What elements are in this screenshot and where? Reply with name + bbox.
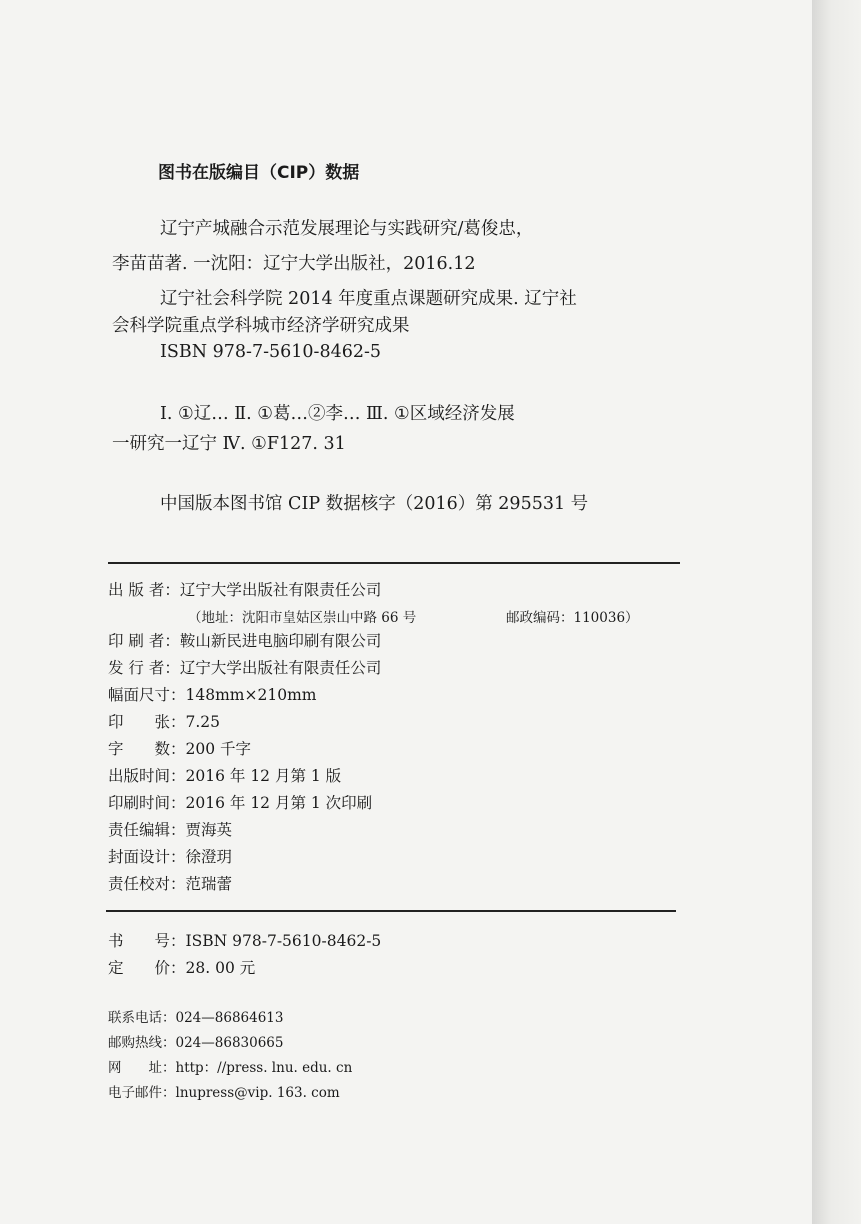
- sheets-value: 7.25: [185, 713, 221, 731]
- print-date-label: 印刷时间：: [108, 794, 186, 812]
- book-number-label: 书 号：: [108, 932, 186, 950]
- print-date-value: 2016 年 12 月第 1 次印刷: [185, 794, 373, 812]
- website-value: http：//press. lnu. edu. cn: [175, 1060, 353, 1076]
- page-edge: [812, 0, 861, 1224]
- editor-value: 贾海英: [185, 821, 233, 839]
- publisher-row: [108, 578, 381, 600]
- cip-verification: 中国版本图书馆 CIP 数据核字（2016）第 295531 号: [160, 494, 589, 514]
- phone-label: 联系电话：: [108, 1010, 176, 1026]
- cip-line-1: 辽宁产城融合示范发展理论与实践研究/葛俊忠，: [160, 219, 534, 239]
- pub-date-label: 出版时间：: [108, 767, 186, 785]
- sheets-label: 印 张：: [108, 713, 186, 731]
- cip-line-4: 会科学院重点学科城市经济学研究成果: [112, 316, 410, 336]
- email-label: 电子邮件：: [108, 1085, 176, 1101]
- publisher-address: （地址：沈阳市皇姑区崇山中路 66 号: [188, 610, 417, 626]
- distributor-value: 辽宁大学出版社有限责任公司: [179, 659, 382, 677]
- pub-date-value: 2016 年 12 月第 1 版: [185, 767, 342, 785]
- price-label: 定 价：: [108, 959, 186, 977]
- printer-label: 印 刷 者：: [108, 632, 180, 650]
- print-date-row: [108, 791, 372, 813]
- cip-classification-1: Ⅰ. ①辽… Ⅱ. ①葛…②李… Ⅲ. ①区域经济发展: [160, 404, 515, 424]
- cover-row: [108, 845, 232, 867]
- publisher-label: 出 版 者：: [108, 581, 180, 599]
- proof-label: 责任校对：: [108, 875, 186, 893]
- publisher-postcode: 邮政编码：110036）: [506, 610, 639, 626]
- pub-date-row: [108, 764, 341, 786]
- editor-label: 责任编辑：: [108, 821, 186, 839]
- mail-order-value: 024—86830665: [175, 1035, 284, 1051]
- website-label: 网 址：: [108, 1060, 176, 1076]
- email-row: [108, 1081, 340, 1101]
- phone-value: 024—86864613: [175, 1010, 284, 1026]
- distributor-label: 发 行 者：: [108, 659, 180, 677]
- book-number-value: ISBN 978-7-5610-8462-5: [185, 932, 382, 950]
- mail-order-row: [108, 1031, 283, 1051]
- divider-bottom: [106, 910, 676, 912]
- cip-isbn: ISBN 978-7-5610-8462-5: [160, 342, 382, 362]
- divider-top: [108, 562, 680, 564]
- cip-line-2: 李苗苗著. 一沈阳：辽宁大学出版社，2016.12: [112, 254, 476, 274]
- cip-title: 图书在版编目（CIP）数据: [158, 163, 360, 183]
- distributor-row: [108, 656, 381, 678]
- editor-row: [108, 818, 232, 840]
- book-number-row: [108, 929, 381, 951]
- cip-line-3: 辽宁社会科学院 2014 年度重点课题研究成果. 辽宁社: [160, 289, 577, 309]
- cover-value: 徐澄玥: [185, 848, 233, 866]
- phone-row: [108, 1006, 283, 1026]
- website-row: [108, 1056, 352, 1076]
- price-row: [108, 956, 255, 978]
- email-value: lnupress@vip. 163. com: [175, 1085, 340, 1101]
- size-label: 幅面尺寸：: [108, 686, 186, 704]
- words-label: 字 数：: [108, 740, 186, 758]
- proof-value: 范瑞蕾: [185, 875, 233, 893]
- size-value: 148mm×210mm: [185, 686, 317, 704]
- sheets-row: [108, 710, 220, 732]
- size-row: [108, 683, 316, 705]
- price-value: 28. 00 元: [185, 959, 256, 977]
- cip-classification-2: 一研究一辽宁 Ⅳ. ①F127. 31: [112, 434, 346, 454]
- printer-row: [108, 629, 381, 651]
- printer-value: 鞍山新民进电脑印刷有限公司: [179, 632, 382, 650]
- words-value: 200 千字: [185, 740, 252, 758]
- publisher-value: 辽宁大学出版社有限责任公司: [179, 581, 382, 599]
- words-row: [108, 737, 251, 759]
- proof-row: [108, 872, 232, 894]
- cover-label: 封面设计：: [108, 848, 186, 866]
- mail-order-label: 邮购热线：: [108, 1035, 176, 1051]
